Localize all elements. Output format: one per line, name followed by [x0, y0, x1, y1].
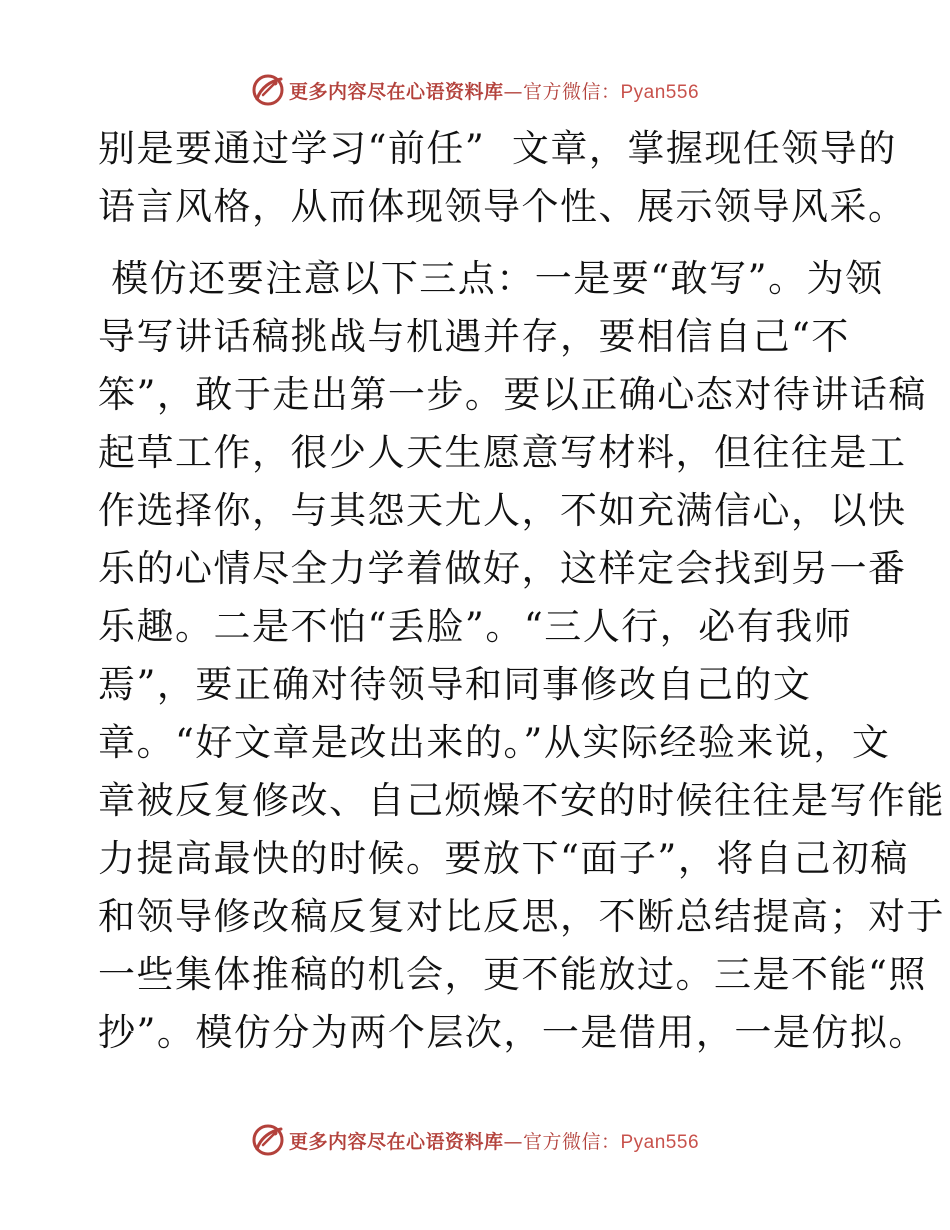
- seal-logo-icon: [251, 1123, 285, 1157]
- banner-text: [289, 1127, 699, 1154]
- text-line: 导写讲话稿挑战与机遇并存，要相信自己“不: [98, 315, 850, 358]
- banner-wechat-handle: Pyan556: [620, 81, 700, 103]
- footer-banner: [0, 1120, 950, 1160]
- header-banner: [0, 70, 950, 110]
- banner-official-label: 官方微信：: [522, 1130, 621, 1153]
- banner-brand: 更多内容尽在心语资料库: [288, 1130, 504, 1153]
- paragraph-2: [98, 250, 945, 1062]
- seal-logo-icon: [251, 73, 285, 107]
- paragraph-gap: [98, 236, 858, 250]
- text-line: 焉”，要正确对待领导和同事修改自己的文: [98, 663, 812, 706]
- text-line: 起草工作，很少人天生愿意写材料，但往往是工: [98, 431, 907, 474]
- text-line: 笨”，敢于走出第一步。要以正确心态对待讲话稿: [98, 373, 927, 416]
- text-line: 乐的心情尽全力学着做好，这样定会找到另一番: [98, 547, 907, 590]
- banner-wechat-handle: Pyan556: [620, 1131, 700, 1153]
- banner-brand: 更多内容尽在心语资料库: [288, 80, 504, 103]
- text-line: 别是要通过学习“前任” 文章，掌握现任领导的: [98, 127, 897, 170]
- text-line: 章被反复修改、自己烦燥不安的时候往往是写作能: [98, 779, 945, 822]
- banner-official-label: 官方微信：: [522, 80, 621, 103]
- banner-separator: —: [503, 80, 523, 103]
- text-line: 语言风格，从而体现领导个性、展示领导风采。: [98, 185, 907, 228]
- text-line: 和领导修改稿反复对比反思，不断总结提高；对于: [98, 895, 945, 938]
- text-line: 模仿还要注意以下三点：一是要“敢写”。为领: [98, 257, 884, 300]
- text-line: 乐趣。二是不怕“丢脸”。“三人行，必有我师: [98, 605, 853, 648]
- banner-text: [289, 77, 699, 104]
- text-line: 力提高最快的时候。要放下“面子”，将自己初稿: [98, 837, 909, 880]
- text-line: 章。“好文章是改出来的。”从实际经验来说，文: [98, 721, 891, 764]
- paragraph-1: [98, 120, 907, 236]
- text-line: 作选择你，与其怨天尤人，不如充满信心，以快: [98, 489, 907, 532]
- banner-separator: —: [503, 1130, 523, 1153]
- text-line: 抄”。模仿分为两个层次，一是借用，一是仿拟。: [98, 1011, 927, 1054]
- text-line: 一些集体推稿的机会，更不能放过。三是不能“照: [98, 953, 927, 996]
- document-body: [98, 120, 945, 1062]
